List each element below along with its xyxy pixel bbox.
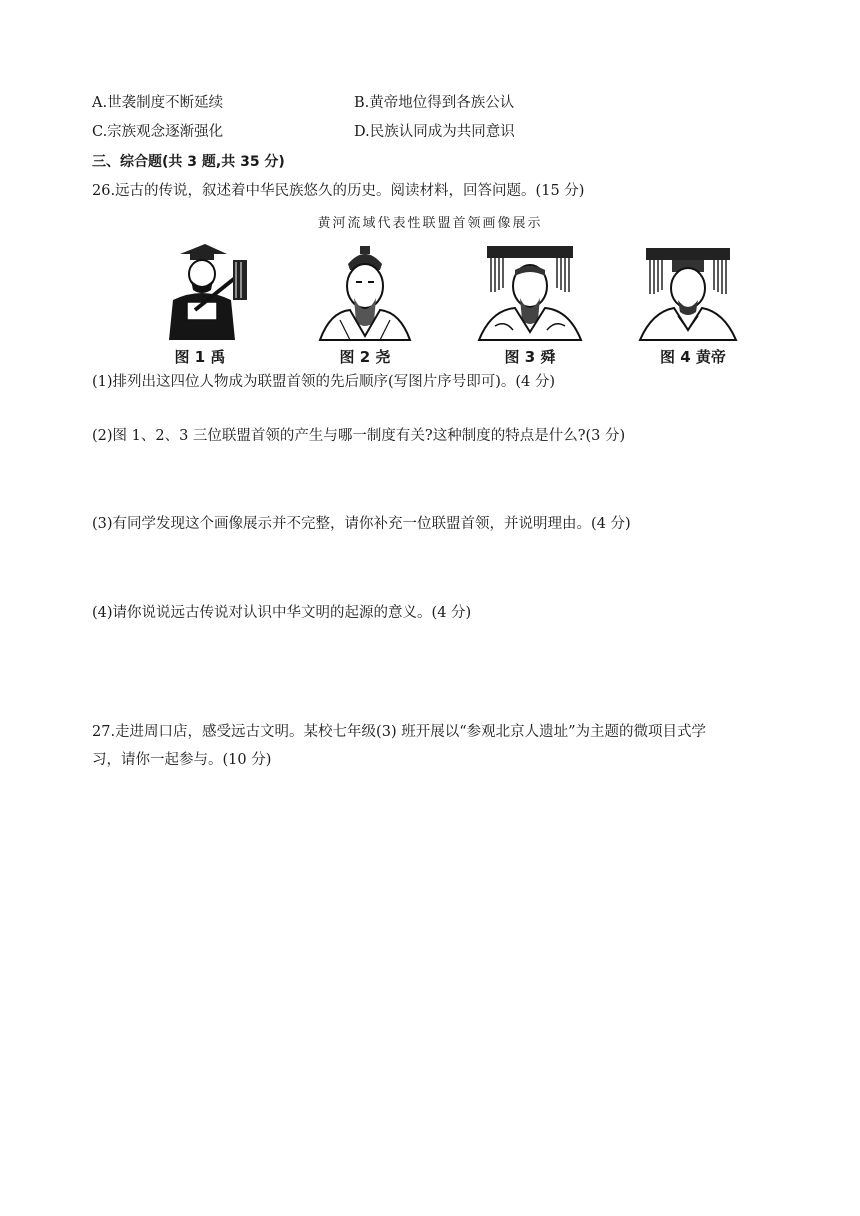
figure-4 <box>628 240 758 370</box>
question-26-sub1: (1)排列出这四位人物成为联盟首领的先后顺序(写图片序号即可)。(4 分) <box>92 374 555 390</box>
question-26-stem: 26.远古的传说，叙述着中华民族悠久的历史。阅读材料，回答问题。(15 分) <box>92 183 585 199</box>
question-27-line2: 习，请你一起参与。(10 分) <box>92 752 272 768</box>
question-26-sub2: (2)图 1、2、3 三位联盟首领的产生与哪一制度有关?这种制度的特点是什么?(3 分) <box>92 428 626 444</box>
yu-portrait-icon <box>135 240 265 345</box>
shun-portrait-icon <box>465 240 595 345</box>
option-c: C.宗族观念逐渐强化 <box>92 124 224 140</box>
figure-2 <box>300 240 430 370</box>
figure-3 <box>465 240 595 370</box>
figure-title: 黄河流域代表性联盟首领画像展示 <box>317 216 543 231</box>
figure-1 <box>135 240 265 370</box>
question-27-line1: 27.走进周口店，感受远古文明。某校七年级(3) 班开展以“参观北京人遗址”为主题的微项目式学 <box>92 724 707 740</box>
yao-portrait-icon <box>300 240 430 345</box>
figure-4-caption: 图 4 黄帝 <box>660 348 726 366</box>
question-26-sub3: (3)有同学发现这个画像展示并不完整，请你补充一位联盟首领，并说明理由。(4 分) <box>92 516 631 532</box>
figure-3-caption: 图 3 舜 <box>504 348 556 366</box>
option-d: D.民族认同成为共同意识 <box>354 124 515 140</box>
section-heading: 三、综合题(共 3 题,共 35 分) <box>92 154 285 170</box>
option-a: A.世袭制度不断延续 <box>92 95 224 111</box>
question-26-sub4: (4)请你说说远古传说对认识中华文明的起源的意义。(4 分) <box>92 605 472 621</box>
huangdi-portrait-icon <box>628 240 758 345</box>
option-b: B.黄帝地位得到各族公认 <box>354 95 515 111</box>
figure-1-caption: 图 1 禹 <box>174 348 226 366</box>
figure-2-caption: 图 2 尧 <box>339 348 391 366</box>
